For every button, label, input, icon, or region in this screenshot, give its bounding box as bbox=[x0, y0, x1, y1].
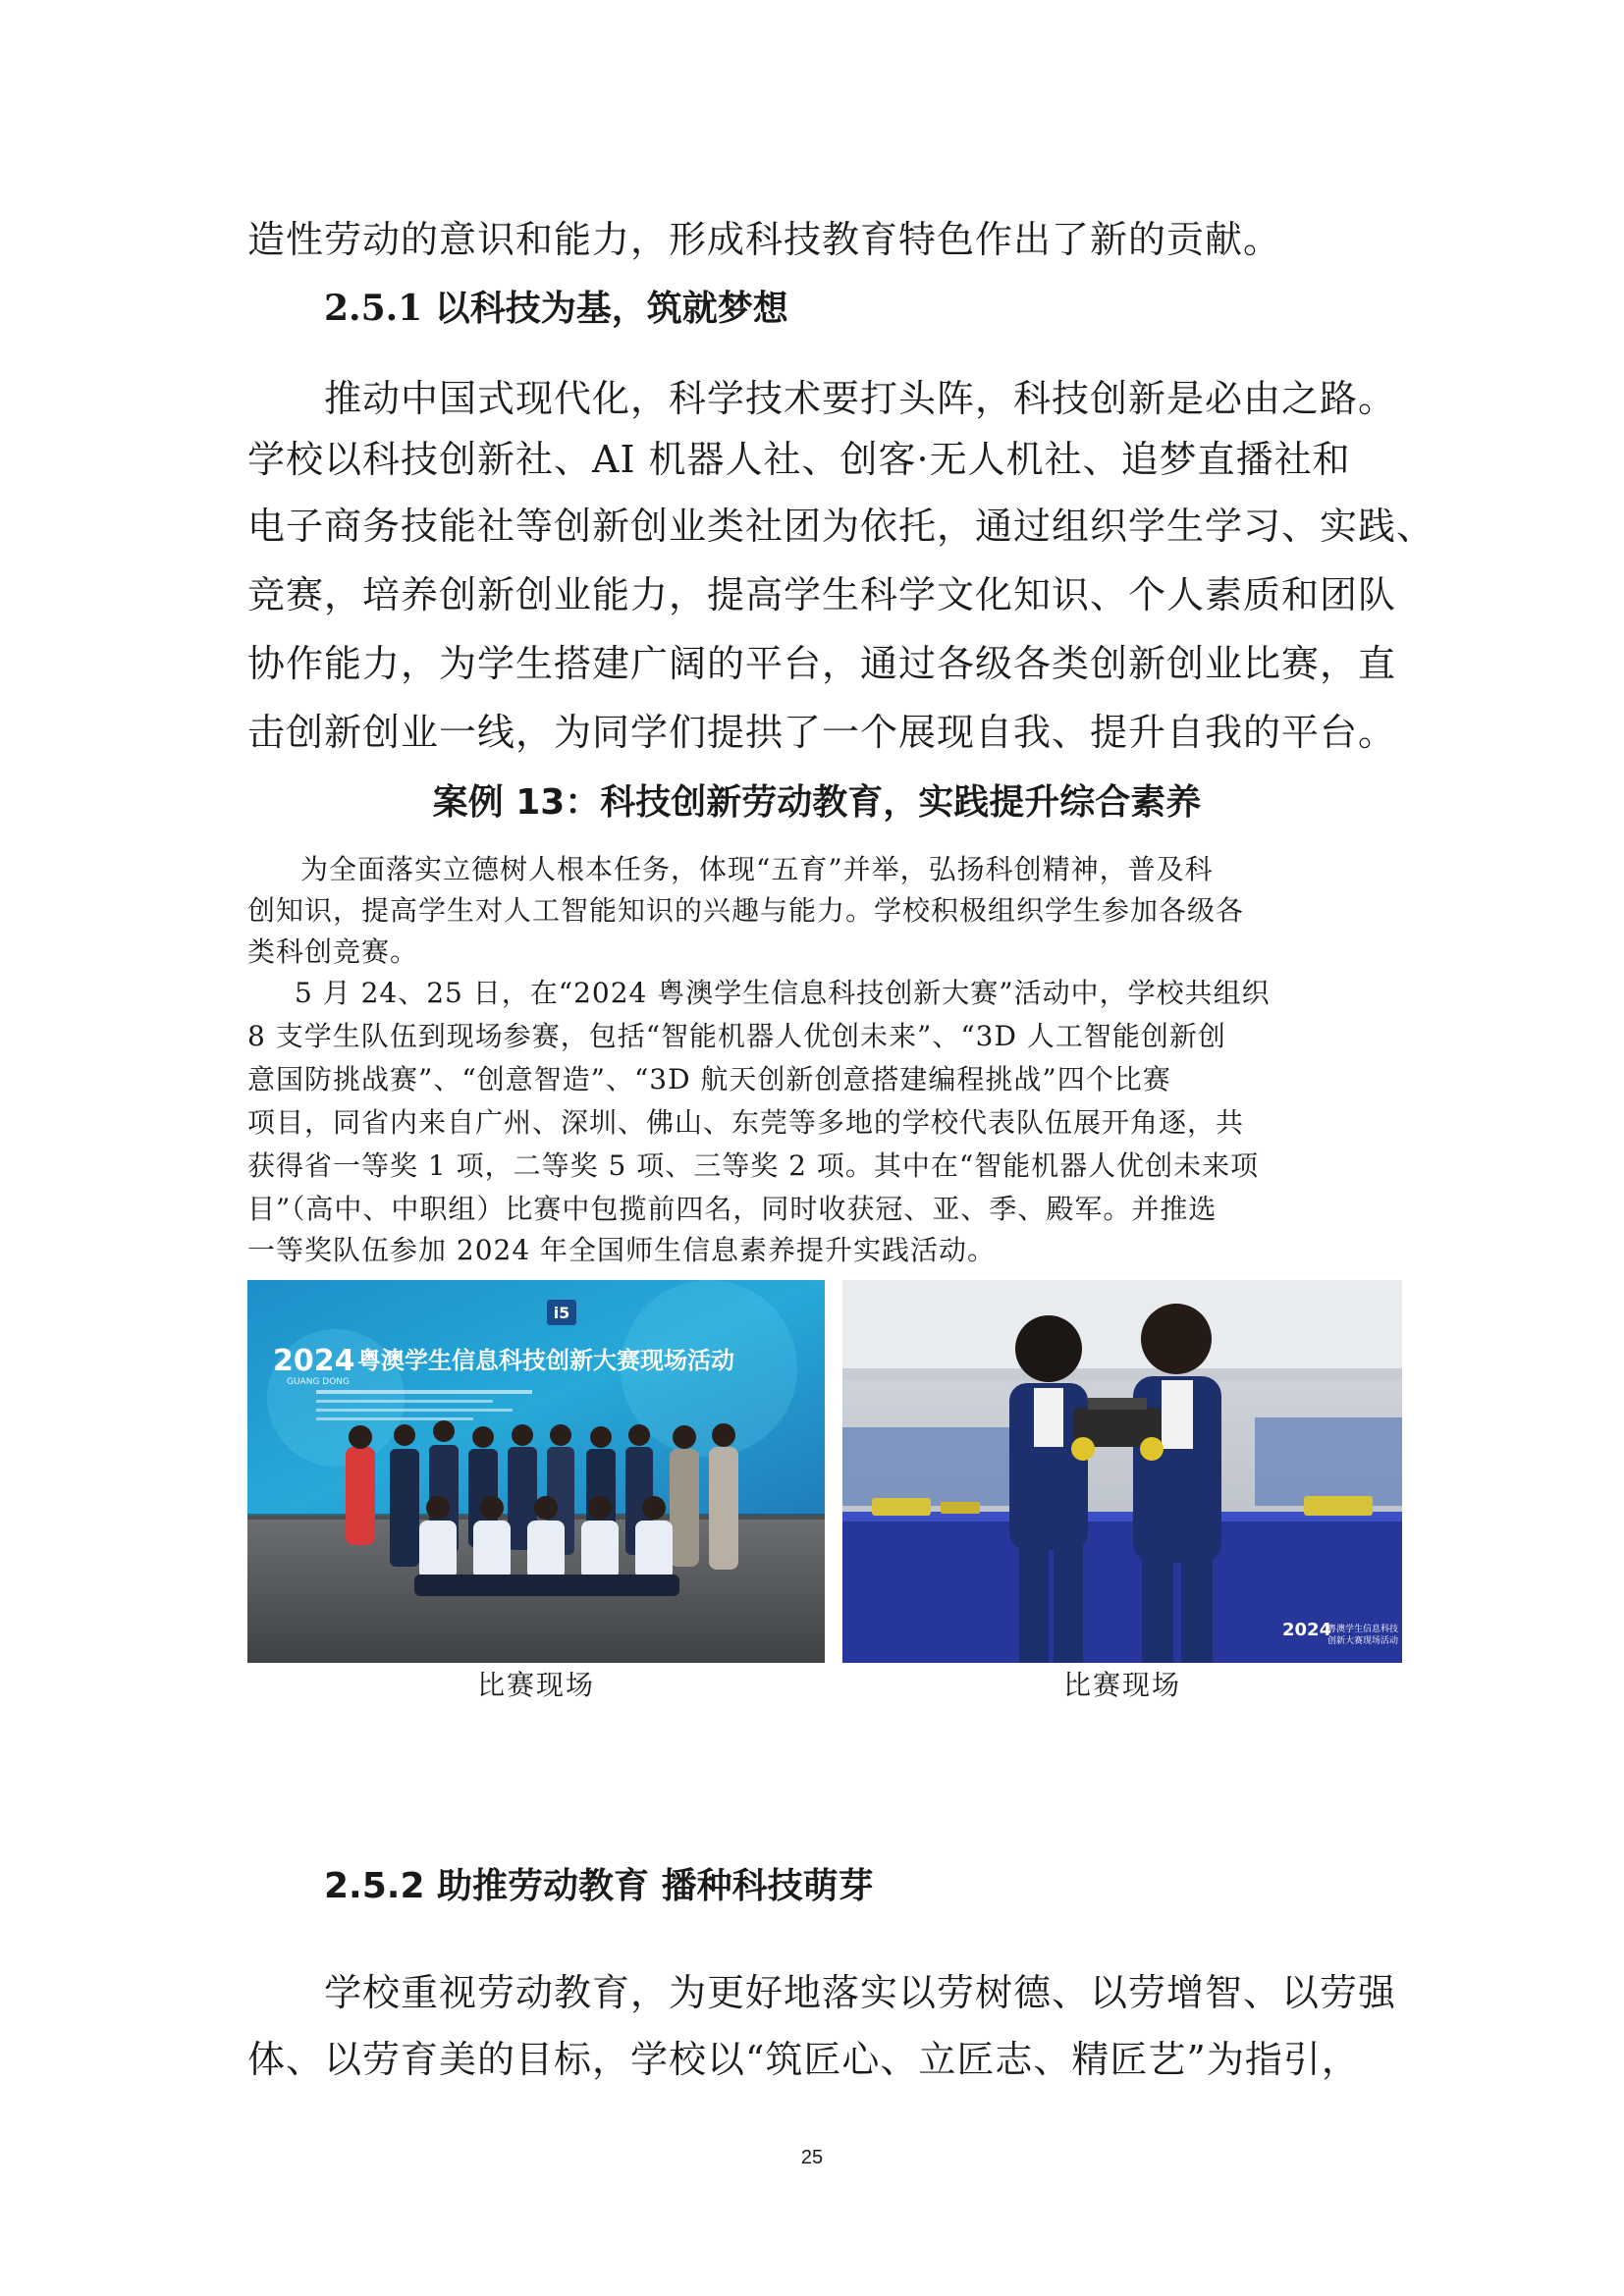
paragraph-line: 击创新创业一线，为同学们提拱了一个展现自我、提升自我的平台。 bbox=[247, 711, 1397, 754]
case-title: 案例 13：科技创新劳动教育，实践提升综合素养 bbox=[432, 782, 1202, 823]
case-paragraph-line: 为全面落实立德树人根本任务，体现“五育”并举，弘扬科创精神，普及科 bbox=[300, 853, 1214, 885]
section-heading-2-5-2: 2.5.2 助推劳动教育 播种科技萌芽 bbox=[324, 1866, 874, 1906]
case-paragraph-line: 创知识，提高学生对人工智能知识的兴趣与能力。学校积极组织学生参加各级各 bbox=[247, 894, 1245, 927]
section-heading-2-5-1: 2.5.1 以科技为基，筑就梦想 bbox=[324, 288, 788, 329]
paragraph-line: 竞赛，培养创新创业能力，提高学生科学文化知识、个人素质和团队 bbox=[247, 573, 1397, 616]
paragraph-line: 协作能力，为学生搭建广阔的平台，通过各级各类创新创业比赛，直 bbox=[247, 642, 1397, 685]
paragraph-line: 造性劳动的意识和能力，形成科技教育特色作出了新的贡献。 bbox=[247, 218, 1282, 261]
photo-caption: 比赛现场 bbox=[1062, 1669, 1181, 1701]
banner-title: 粤澳学生信息科技创新大赛现场活动 bbox=[357, 1347, 734, 1374]
photo-caption: 比赛现场 bbox=[476, 1669, 595, 1701]
page-number: 25 bbox=[800, 2147, 824, 2168]
case-paragraph-line: 一等奖队伍参加 2024 年全国师生信息素养提升实践活动。 bbox=[247, 1234, 997, 1266]
banner-year: 2024 bbox=[273, 1344, 355, 1378]
robot-photo bbox=[842, 1280, 1402, 1663]
case-paragraph-line: 5 月 24、25 日，在“2024 粤澳学生信息科技创新大赛”活动中，学校共组织 bbox=[295, 977, 1271, 1009]
case-paragraph-line: 项目，同省内来自广州、深圳、佛山、东莞等多地的学校代表队伍展开角逐，共 bbox=[247, 1106, 1245, 1139]
case-paragraph-line: 类科创竞赛。 bbox=[247, 935, 419, 968]
group-photo bbox=[247, 1280, 825, 1663]
watermark-text: 粤澳学生信息科技 bbox=[1327, 1625, 1399, 1634]
watermark-year: 2024 bbox=[1282, 1620, 1332, 1640]
case-paragraph-line: 意国防挑战赛”、“创意智造”、“3D 航天创新创意搭建编程挑战”四个比赛 bbox=[247, 1063, 1171, 1095]
paragraph-line: 学校重视劳动教育，为更好地落实以劳树德、以劳增智、以劳强 bbox=[324, 1971, 1397, 2014]
paragraph-line: 体、以劳育美的目标，学校以“筑匠心、立匠志、精匠艺”为指引， bbox=[247, 2038, 1360, 2081]
banner-subtitle: GUANG DONG bbox=[287, 1377, 351, 1387]
case-paragraph-line: 目”（高中、中职组）比赛中包揽前四名，同时收获冠、亚、季、殿军。并推选 bbox=[247, 1193, 1218, 1225]
paragraph-line: 电子商务技能社等创新创业类社团为依托，通过组织学生学习、实践、 bbox=[247, 505, 1435, 548]
student-left bbox=[1009, 1315, 1088, 1663]
paragraph-line: 推动中国式现代化，科学技术要打头阵，科技创新是必由之路。 bbox=[324, 377, 1397, 420]
banner-logo: i5 bbox=[553, 1304, 570, 1322]
case-paragraph-line: 获得省一等奖 1 项，二等奖 5 项、三等奖 2 项。其中在“智能机器人优创未来项 bbox=[247, 1149, 1260, 1182]
watermark-text: 创新大赛现场活动 bbox=[1327, 1636, 1399, 1646]
paragraph-line: 学校以科技创新社、AI 机器人社、创客·无人机社、追梦直播社和 bbox=[247, 438, 1351, 481]
case-paragraph-line: 8 支学生队伍到现场参赛，包括“智能机器人优创未来”、“3D 人工智能创新创 bbox=[247, 1020, 1226, 1052]
